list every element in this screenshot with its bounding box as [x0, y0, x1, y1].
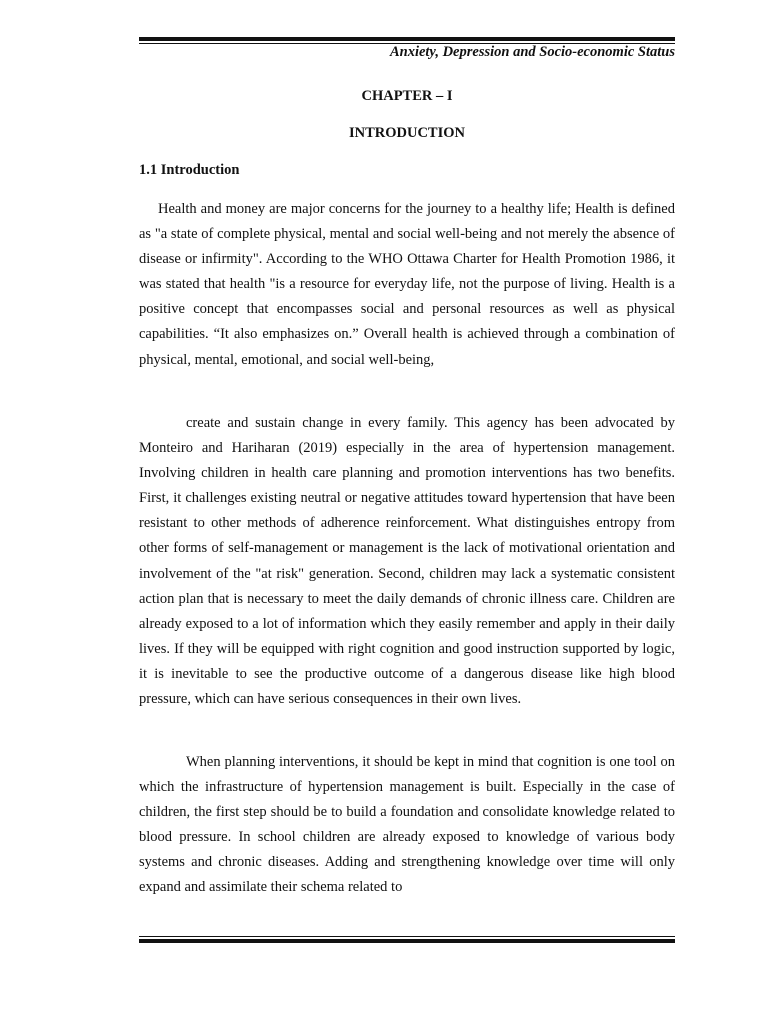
- body-paragraph-1: Health and money are major concerns for the journey to a healthy life; Health is defined as "a state of complete physical, mental and social well-being and not merely the absence of disease or infirmity". According to the WHO Ottawa Charter for Health Promotion 1986, it was stated that health "is a resource for everyday life, not the purpose of living. Health is a positive concept that encompasses social and personal resources as well as physical capabilities. “It also emphasizes on.” Overall health is achieved through a combination of physical, mental, emotional, and social well-being,: [139, 201, 675, 368]
- body-paragraph-2: create and sustain change in every family. This agency has been advocated by Monteiro and Hariharan (2019) especially in the area of hypertension management. Involving children in health care planning and promotion interventions has two benefits. First, it challenges existing neutral or negative attitudes toward hypertension that have been resistant to other methods of adherence reinforcement. What distinguishes entropy from other forms of self-management or management is the lack of motivational orientation and involvement of the "at risk" generation. Second, children may lack a systematic consistent action plan that is necessary to meet the daily demands of chronic illness care. Children are already exposed to a lot of information which they easily remember and apply in their daily lives. If they will be equipped with right cognition and good instruction supported by logic, it is inevitable to see the productive outcome of a dangerous disease like high blood pressure, which can have serious consequences in their own lives.: [139, 415, 675, 708]
- footer-rule-thick: [139, 939, 675, 943]
- chapter-label: CHAPTER – I: [361, 88, 453, 104]
- body-paragraph-3: When planning interventions, it should be kept in mind that cognition is one tool on which the infrastructure of hypertension management is built. Especially in the case of children, the first step should be to build a foundation and consolidate knowledge related to blood pressure. In school children are already exposed to knowledge of various body systems and chronic diseases. Adding and strengthening knowledge over time will only expand and assimilate their schema related to: [139, 754, 675, 896]
- chapter-title: INTRODUCTION: [348, 125, 465, 141]
- header-rule-thick: [139, 37, 675, 41]
- running-header-title: Anxiety, Depression and Socio-economic Status: [389, 44, 675, 60]
- section-heading: 1.1 Introduction: [139, 162, 240, 178]
- footer-rule-thin: [139, 936, 675, 937]
- document-page: [139, 0, 675, 1024]
